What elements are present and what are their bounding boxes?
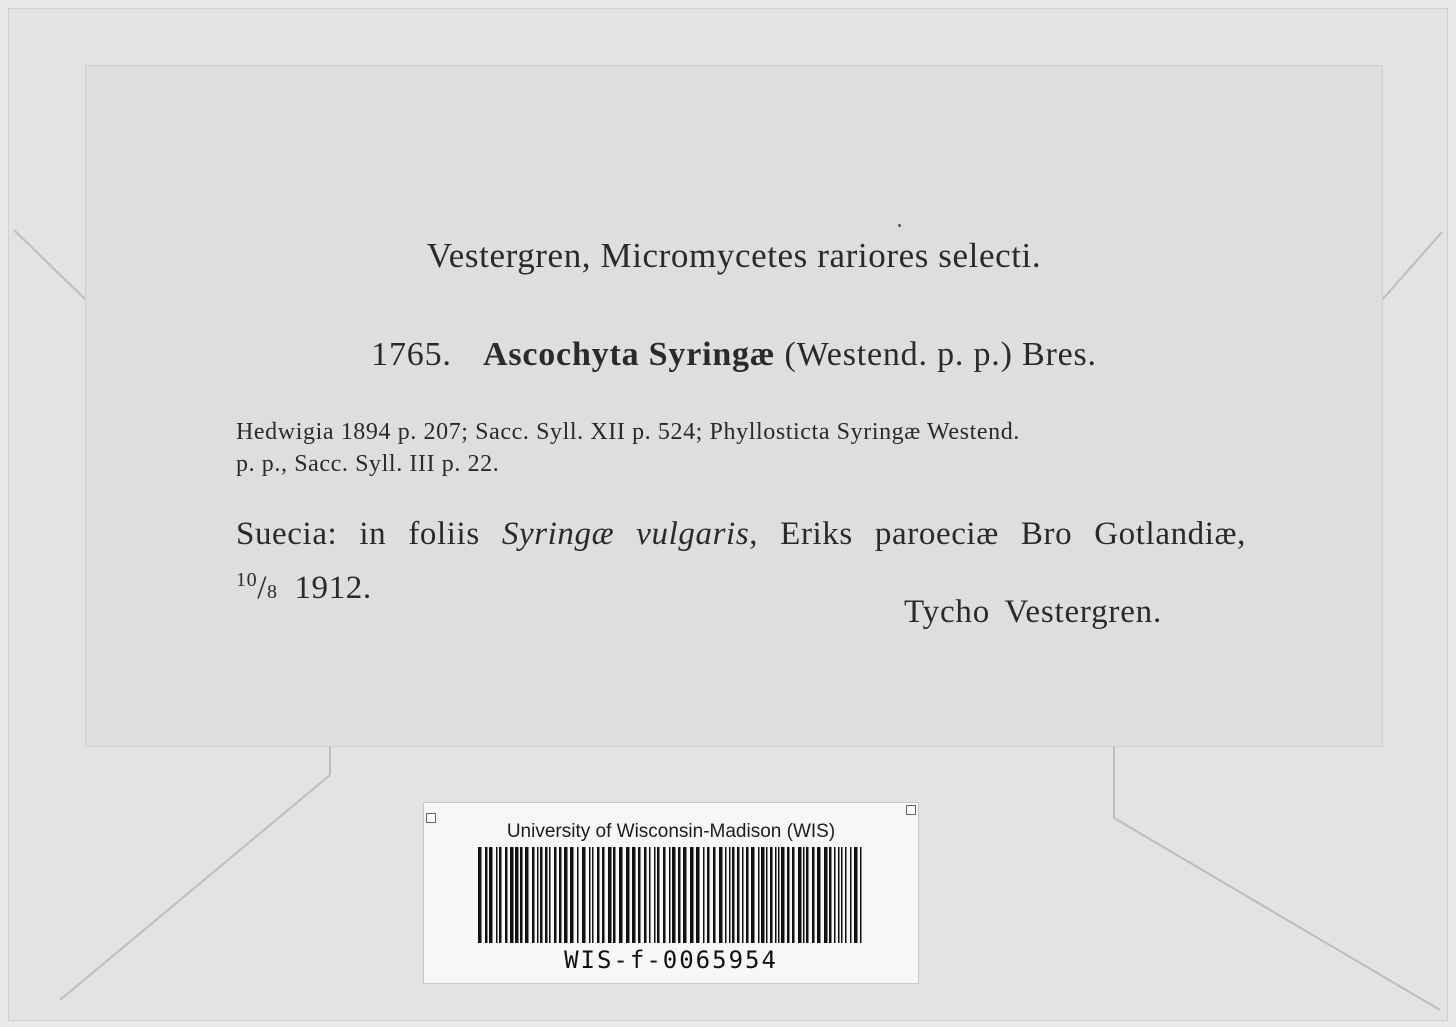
barcode-bar <box>725 847 727 943</box>
barcode-bar <box>707 847 710 943</box>
barcode-bar <box>505 847 508 943</box>
barcode-bar <box>649 847 651 943</box>
barcode-bar <box>537 847 539 943</box>
barcode-bar <box>775 847 777 943</box>
barcode-bar <box>719 847 723 943</box>
barcode-bar <box>540 847 543 943</box>
species-line <box>86 336 1382 374</box>
barcode-bar <box>644 847 647 943</box>
barcode-bar <box>613 847 616 943</box>
barcode-bar <box>489 847 493 943</box>
date-day: 10 <box>236 569 258 591</box>
barcode-bar <box>672 847 676 943</box>
barcode-bar <box>742 847 744 943</box>
barcode-bar <box>582 847 586 943</box>
barcode-bar <box>829 847 832 943</box>
barcode-bar <box>499 847 502 943</box>
barcode-bar <box>817 847 821 943</box>
barcode-bar <box>608 847 612 943</box>
barcode-bar <box>732 847 735 943</box>
barcode-bar <box>478 847 482 943</box>
barcode-bar <box>841 847 843 943</box>
host-name: Syringæ vulgaris <box>501 516 750 552</box>
barcode-bar <box>770 847 773 943</box>
barcode-bar <box>834 847 836 943</box>
barcode-bar <box>737 847 740 943</box>
barcode-bar <box>545 847 548 943</box>
barcode-bar <box>577 847 579 943</box>
barcode-bar <box>690 847 694 943</box>
corner-mark <box>906 805 916 815</box>
barcode-bar <box>554 847 557 943</box>
barcode-bar <box>860 847 862 943</box>
barcode-bar <box>678 847 681 943</box>
barcode-bar <box>510 847 514 943</box>
exsiccata-number: 1765. <box>371 336 452 373</box>
barcode-bar <box>758 847 760 943</box>
barcode-bar <box>729 847 731 943</box>
references-line-1: Hedwigia 1894 p. 207; Sacc. Syll. XII p. 524; Phyllosticta Syringæ Westend. <box>236 419 1020 445</box>
barcode-bar <box>632 847 636 943</box>
barcode-bar <box>657 847 660 943</box>
barcode-bar <box>520 847 523 943</box>
barcode-bar <box>713 847 716 943</box>
barcode-bar <box>532 847 535 943</box>
barcode-bar <box>787 847 790 943</box>
ink-speck <box>898 224 901 227</box>
barcode-bar <box>602 847 605 943</box>
date-month: 8 <box>266 581 278 603</box>
barcode-bar <box>663 847 666 943</box>
barcode-bar <box>761 847 765 943</box>
references <box>236 416 1246 480</box>
catalog-number: WIS-f-0065954 <box>564 946 778 974</box>
barcode-label <box>424 803 918 983</box>
barcode-bar <box>766 847 768 943</box>
locality-prefix: Suecia: in foliis <box>236 516 480 552</box>
barcode-bar <box>485 847 488 943</box>
barcode-bar <box>778 847 780 943</box>
barcode-bar <box>559 847 562 943</box>
species-authority: (Westend. p. p.) Bres. <box>784 336 1097 373</box>
barcode-bar <box>592 847 594 943</box>
barcode-bar <box>638 847 641 943</box>
barcode-bar <box>525 847 529 943</box>
barcode-bar <box>515 847 519 943</box>
barcode-bar <box>812 847 815 943</box>
barcode-bar <box>683 847 687 943</box>
barcode-bar <box>838 847 840 943</box>
barcode-bar <box>626 847 630 943</box>
barcode-bar <box>792 847 795 943</box>
barcode-bar <box>746 847 749 943</box>
barcode-bar <box>850 847 852 943</box>
barcode-bar <box>619 847 623 943</box>
series-title: Vestergren, Micromycetes rariores selecti. <box>426 236 1042 275</box>
species-name: Ascochyta Syringæ <box>482 336 776 373</box>
barcode-bar <box>589 847 591 943</box>
barcode-bar <box>669 847 671 943</box>
barcode-bar <box>854 847 858 943</box>
barcode-bar <box>781 847 785 943</box>
barcode <box>476 847 868 943</box>
barcode-bar <box>803 847 805 943</box>
collector-name: Tycho Vestergren. <box>904 594 1163 630</box>
barcode-bar <box>798 847 802 943</box>
barcode-bar <box>654 847 656 943</box>
references-line-2: p. p., Sacc. Syll. III p. 22. <box>236 451 500 477</box>
barcode-bar <box>824 847 828 943</box>
barcode-bar <box>845 847 847 943</box>
barcode-bar <box>703 847 705 943</box>
locality: Suecia: in foliis Syringæ vulgaris, Eriks paroeciæ Bro Gotlandiæ, $^{10}$/8 1912. <box>236 516 1246 606</box>
locality-suffix: , Eriks paroeciæ Bro Gotlandiæ, <box>749 516 1246 552</box>
barcode-bar <box>564 847 568 943</box>
barcode-bar <box>549 847 551 943</box>
barcode-bar <box>751 847 755 943</box>
barcode-bar <box>496 847 498 943</box>
barcode-bar <box>806 847 809 943</box>
date-year: 1912. <box>294 570 372 606</box>
specimen-label <box>86 66 1382 746</box>
barcode-bar <box>570 847 574 943</box>
barcode-bar <box>597 847 600 943</box>
barcode-bar <box>696 847 700 943</box>
institution-name: University of Wisconsin-Madison (WIS) <box>506 821 836 842</box>
